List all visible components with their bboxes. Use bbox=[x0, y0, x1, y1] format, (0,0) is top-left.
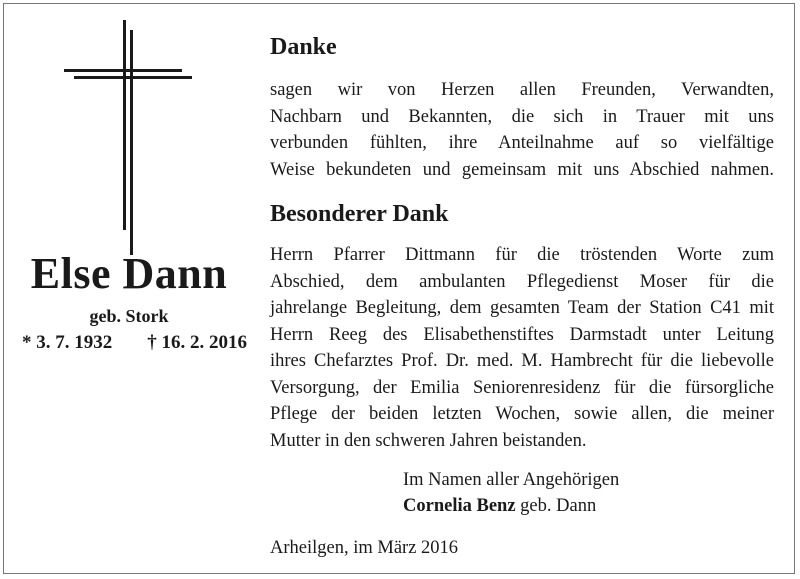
deceased-name: Else Dann bbox=[30, 249, 228, 298]
signature-name-line bbox=[403, 493, 619, 519]
signature-block bbox=[403, 467, 619, 519]
special-thanks-line: Herrn Reeg des Elisabethenstiftes Darmstadt unter Leitung bbox=[270, 324, 774, 345]
special-thanks-line: Herrn Pfarrer Dittmann für die tröstenden Worte zum bbox=[270, 245, 774, 265]
maiden-name: geb. Stork bbox=[89, 306, 169, 326]
special-thanks-line: Mutter in den schweren Jahren beistanden. bbox=[270, 430, 587, 451]
special-thanks-heading: Besonderer Dank bbox=[270, 201, 449, 227]
special-thanks-line: Abschied, dem ambulanten Pflegedienst Moser für die bbox=[270, 271, 774, 292]
special-thanks-line: ihres Chefarztes Prof. Dr. med. M. Hambrecht für die liebevolle bbox=[270, 351, 774, 371]
thanks-paragraph bbox=[270, 77, 774, 183]
birth-date: * 3. 7. 1932 bbox=[22, 332, 113, 353]
thanks-line: Nachbarn und Bekannten, die sich in Trauer mit uns bbox=[270, 106, 774, 127]
special-thanks-line: Versorgung, der Emilia Seniorenresidenz für die fürsorgliche bbox=[270, 377, 774, 398]
thanks-line: Weise bekundeten und gemeinsam mit uns Abschied nahmen. bbox=[270, 159, 774, 180]
life-dates bbox=[22, 331, 247, 355]
thanks-heading: Danke bbox=[270, 34, 337, 60]
thanks-line: verbunden fühlten, ihre Anteilnahme auf so vielfältige bbox=[270, 133, 774, 153]
cross-icon bbox=[64, 20, 194, 235]
death-date: † 16. 2. 2016 bbox=[147, 332, 247, 353]
special-thanks-line: Pflege der beiden letzten Wochen, sowie allen, die meiner bbox=[270, 404, 774, 424]
special-thanks-paragraph bbox=[270, 242, 774, 454]
place-date: Arheilgen, im März 2016 bbox=[270, 538, 459, 558]
signature-line: Im Namen aller Angehörigen bbox=[403, 470, 620, 490]
signature-suffix: geb. Dann bbox=[520, 496, 597, 516]
thanks-line: sagen wir von Herzen allen Freunden, Verwandten, bbox=[270, 80, 774, 100]
special-thanks-line: jahrelange Begleitung, dem gesamten Team der Station C41 mit bbox=[270, 298, 774, 318]
signature-name: Cornelia Benz bbox=[403, 496, 516, 516]
